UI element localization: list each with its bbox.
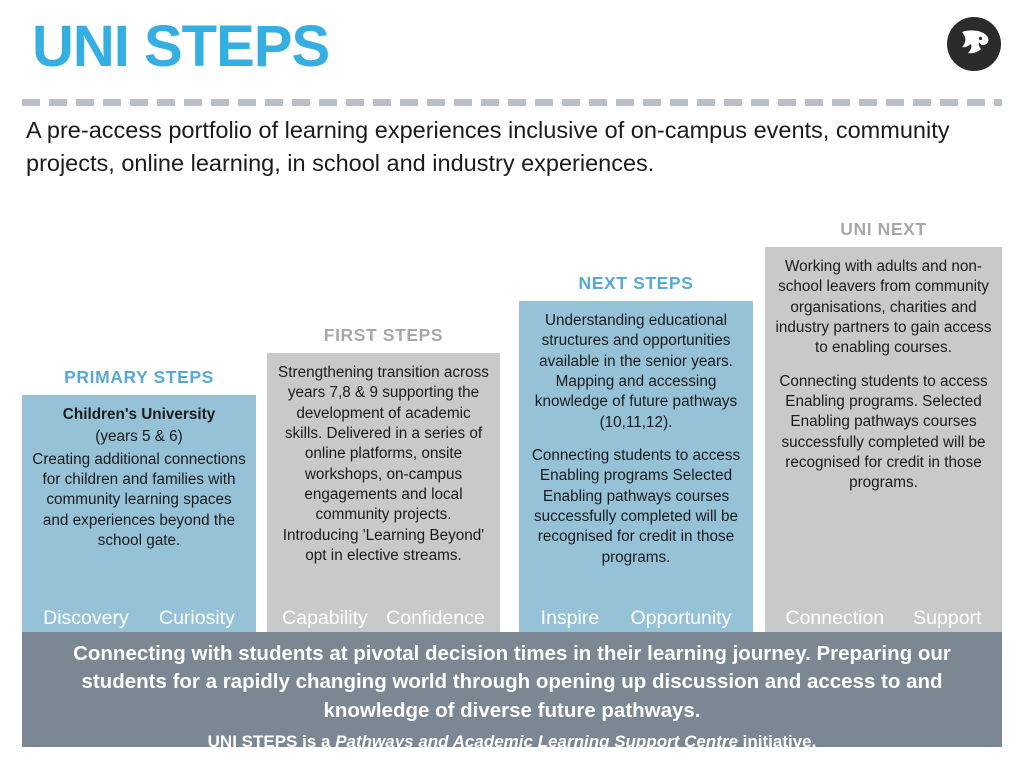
column-body-uni-next	[765, 247, 1002, 635]
tag-connection: Connection	[785, 607, 885, 630]
tag-inspire: Inspire	[540, 607, 600, 630]
column-tags-first-steps	[267, 603, 500, 635]
column-body-primary-steps	[22, 395, 256, 635]
column-tags-next-steps	[519, 603, 753, 635]
column-next-steps	[519, 273, 753, 635]
column-label-uni-next: UNI NEXT	[840, 219, 927, 239]
column-text-next-steps-1: Understanding educational structures and opportunities available in the senior years. Mapping and accessing knowledge of future pathways (10,11,12).	[534, 312, 738, 431]
column-text-primary-steps-1: (years 5 & 6)	[95, 428, 183, 446]
page-title: UNI STEPS	[32, 14, 330, 79]
column-text-uni-next-2: Connecting students to access Enabling programs. Selected Enabling pathways courses successfully completed will be recognised for credit in those programs.	[779, 372, 988, 492]
column-text-primary-steps-2: Creating additional connections for children and families with community learning spaces and experiences beyond the school gate.	[32, 450, 246, 550]
tag-support: Support	[913, 607, 982, 630]
tag-confidence: Confidence	[386, 607, 485, 630]
banner-sub-italic: Pathways and Academic Learning Support Centre	[335, 731, 738, 751]
banner-subtext	[48, 732, 976, 752]
column-body-first-steps	[267, 353, 500, 635]
column-tags-primary-steps	[22, 603, 256, 635]
column-label-primary-steps: PRIMARY STEPS	[64, 367, 214, 387]
banner-main-text: Connecting with students at pivotal decision times in their learning journey. Preparing our students for a rapidly changing world through opening up discussion and access to and knowledge of diverse future pathways.	[73, 642, 951, 722]
column-tags-uni-next	[765, 603, 1002, 635]
column-text-uni-next-1: Working with adults and non-school leavers from community organisations, charities and industry partners to gain access to enabling courses.	[775, 258, 992, 357]
summary-banner	[22, 632, 1002, 751]
column-heading-primary-steps: Children's University	[62, 406, 216, 423]
tag-capability: Capability	[282, 607, 368, 630]
subtitle: A pre-access portfolio of learning experiences inclusive of on-campus events, community projects, online learning, in school and industry experiences.	[26, 117, 950, 177]
column-body-next-steps	[519, 301, 753, 635]
banner-sub-suffix: initiative.	[737, 731, 817, 751]
column-first-steps	[267, 325, 500, 635]
dashed-divider	[22, 99, 1002, 106]
tag-curiosity: Curiosity	[159, 607, 235, 630]
tag-opportunity: Opportunity	[630, 607, 732, 630]
tag-discovery: Discovery	[43, 607, 129, 630]
column-text-next-steps-2: Connecting students to access Enabling programs Selected Enabling pathways courses successfully completed will be recognised for credit in those programs.	[531, 447, 741, 566]
column-text-first-steps-1: Strengthening transition across years 7,8 & 9 supporting the development of academic skills. Delivered in a series of online platforms, onsite workshops, on-campus engagements and local community projects. Introducing 'Learning Beyond' opt in elective streams.	[278, 364, 489, 565]
column-label-first-steps: FIRST STEPS	[323, 325, 444, 345]
column-primary-steps	[22, 367, 256, 635]
banner-sub-prefix: UNI STEPS is a	[207, 731, 336, 751]
column-label-next-steps: NEXT STEPS	[578, 273, 694, 293]
wolf-head-logo-icon	[946, 16, 1002, 72]
column-uni-next	[765, 219, 1002, 635]
